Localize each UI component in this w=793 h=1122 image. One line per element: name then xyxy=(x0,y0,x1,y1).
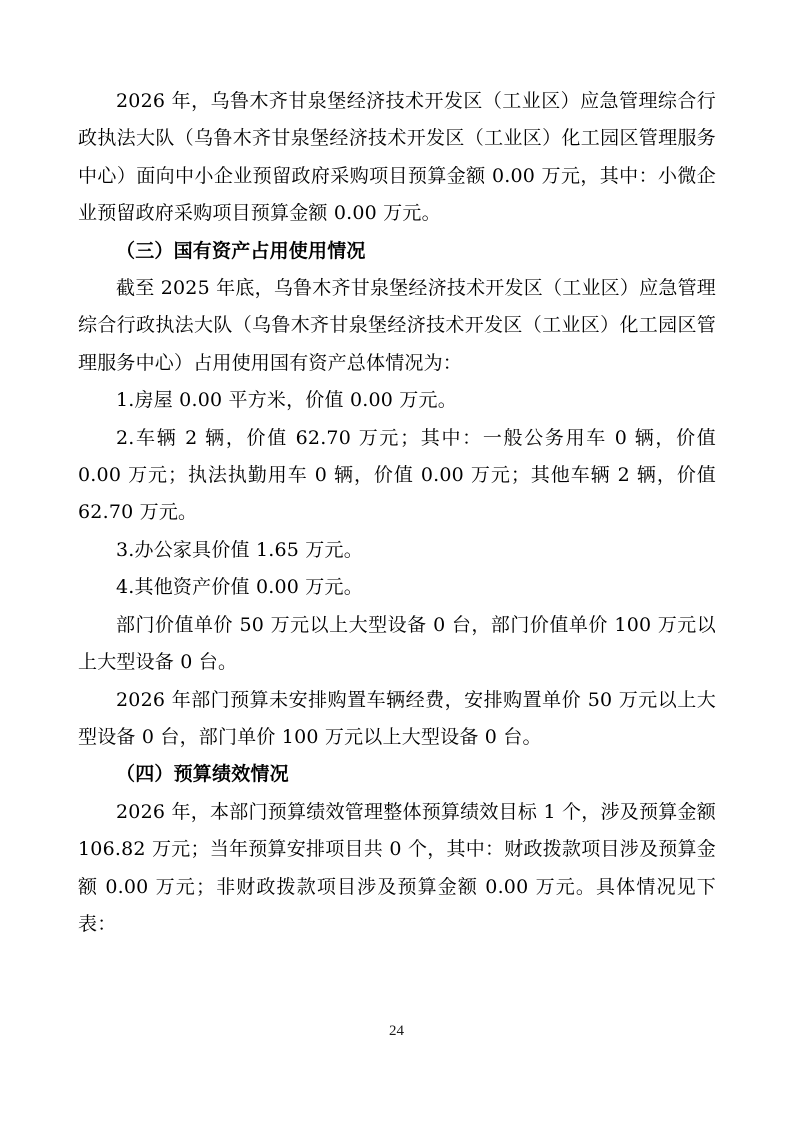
document-body xyxy=(78,83,716,943)
page-number: 24 xyxy=(389,1023,404,1039)
section-heading-budget-performance: （四）预算绩效情况 xyxy=(116,763,289,786)
paragraph-large-equipment: 部门价值单价 50 万元以上大型设备 0 台，部门价值单价 100 万元以上大型设备 0 台。 xyxy=(78,613,716,674)
paragraph-item-vehicles: 2.车辆 2 辆，价值 62.70 万元；其中：一般公务用车 0 辆，价值 0.00 万元；执法执勤用车 0 辆，价值 0.00 万元；其他车辆 2 辆，价值 62.70 万元。 xyxy=(78,426,716,524)
paragraph-assets-overview: 截至 2025 年底，乌鲁木齐甘泉堡经济技术开发区（工业区）应急管理综合行政执法大队（乌鲁木齐甘泉堡经济技术开发区（工业区）化工园区管理服务中心）占用使用国有资产总体情况为： xyxy=(78,277,716,374)
section-heading-state-owned-assets: （三）国有资产占用使用情况 xyxy=(116,239,366,262)
paragraph-item-office-furniture: 3.办公家具价值 1.65 万元。 xyxy=(116,538,363,561)
paragraph-2026-vehicle-purchase: 2026 年部门预算未安排购置车辆经费，安排购置单价 50 万元以上大型设备 0 台，部门单价 100 万元以上大型设备 0 台。 xyxy=(78,688,716,748)
paragraph-item-housing: 1.房屋 0.00 平方米，价值 0.00 万元。 xyxy=(116,389,457,412)
page-footer xyxy=(0,1020,793,1040)
paragraph-item-other-assets: 4.其他资产价值 0.00 万元。 xyxy=(116,576,363,599)
paragraph-budget-performance-detail: 2026 年，本部门预算绩效管理整体预算绩效目标 1 个，涉及预算金额 106.82 万元；当年预算安排项目共 0 个，其中：财政拨款项目涉及预算金额 0.00 万元；非财政拨款项目涉及预算金额 0.00 万元。具体情况见下表： xyxy=(78,800,716,935)
paragraph-government-procurement-reserved: 2026 年，乌鲁木齐甘泉堡经济技术开发区（工业区）应急管理综合行政执法大队（乌鲁木齐甘泉堡经济技术开发区（工业区）化工园区管理服务中心）面向中小企业预留政府采购项目预算金额 0.00 万元，其中：小微企业预留政府采购项目预算金额 0.00 万元。 xyxy=(78,90,716,225)
